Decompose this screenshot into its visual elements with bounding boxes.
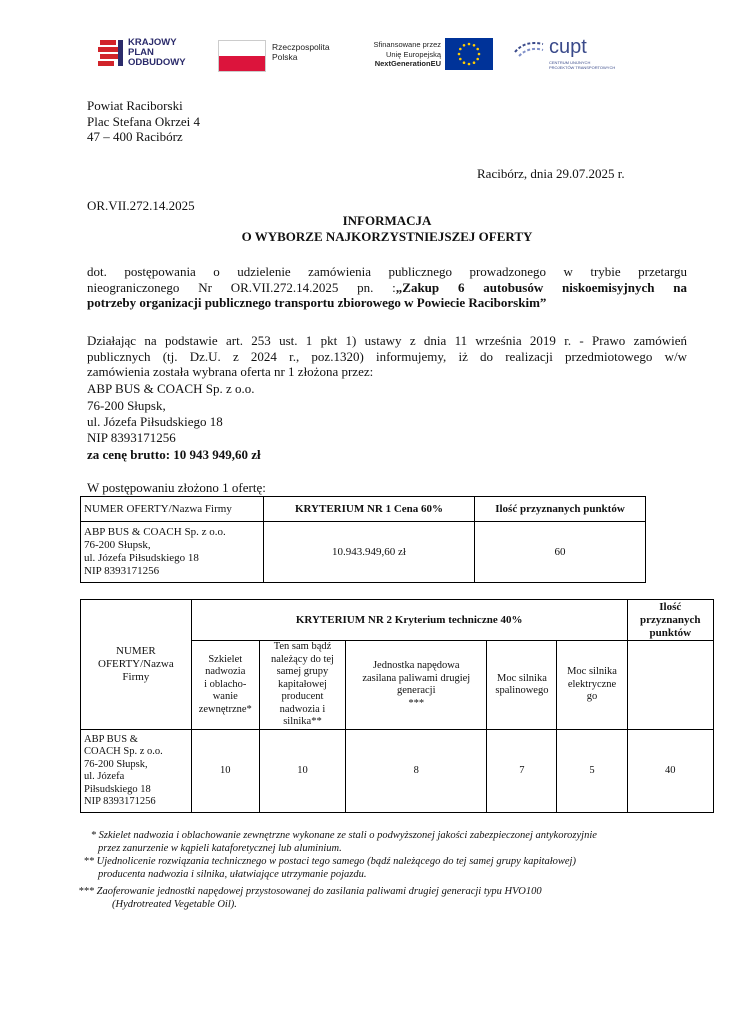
winner-block — [87, 381, 261, 463]
price-criterion-table — [80, 496, 646, 583]
score-cell: 10 — [259, 730, 345, 813]
document-subtitle: O WYBORZE NAJKORZYSTNIEJSZEJ OFERTY — [241, 229, 533, 244]
intro-line: nieograniczonego Nr OR.VII.272.14.2025 pn. :„Zakup 6 autobusów niskoemisyjnych na — [87, 279, 687, 295]
table-header-cell: NUMER OFERTY/Nazwa Firmy — [81, 497, 264, 522]
table-header-cell: Moc silnika spalinowego — [487, 641, 557, 730]
kpo-logo-text: KRAJOWY PLAN ODBUDOWY — [128, 37, 186, 68]
table-header-cell: Ilość przyznanych punktów — [627, 600, 713, 641]
intro-line: potrzeby organizacji publicznego transportu zbiorowego w Powiecie Raciborskim” — [87, 295, 547, 310]
table-row — [81, 522, 646, 583]
offers-note: W postępowaniu złożono 1 ofertę: — [87, 480, 266, 495]
footnote: *** Zaoferowanie jednostki napędowej przystosowanej do zasilania paliwami drugiej generacji typu HVO100 (Hydrotreated Vegetable Oil). — [78, 886, 542, 910]
winner-line: ul. Józefa Piłsudskiego 18 — [87, 414, 223, 429]
table-header-cell — [627, 641, 713, 730]
table-header-cell: Ten sam bądź należący do tej samej grupy kapitałowej producent nadwozia i silnika** — [259, 641, 345, 730]
kpo-bars-icon — [98, 38, 124, 70]
firm-cell: ABP BUS & COACH Sp. z o.o. 76-200 Słupsk, ul. Józefa Piłsudskiego 18 NIP 8393171256 — [81, 730, 192, 813]
table-header-cell: Szkielet nadwozia i oblacho- wanie zewnętrzne* — [191, 641, 259, 730]
reference-number: OR.VII.272.14.2025 — [87, 198, 195, 213]
score-cell: 7 — [487, 730, 557, 813]
address-line: 47 – 400 Racibórz — [87, 129, 183, 144]
document-title: INFORMACJA — [342, 213, 432, 228]
technical-criterion-table — [80, 599, 714, 813]
winner-line: NIP 8393171256 — [87, 429, 176, 445]
table-header-cell: Jednostka napędowa zasilana paliwami drugiej generacji *** — [346, 641, 487, 730]
score-cell: 10 — [191, 730, 259, 813]
winner-line: 76-200 Słupsk, — [87, 397, 166, 413]
body-line: publicznych (tj. Dz.U. z 2024 r., poz.1320) informujemy, iż do realizacji przedmiotowego w/w — [87, 348, 687, 364]
score-cell: 5 — [557, 730, 627, 813]
firm-cell: ABP BUS & COACH Sp. z o.o. 76-200 Słupsk, ul. Józefa Piłsudskiego 18 NIP 8393171256 — [81, 522, 264, 583]
body-paragraph — [87, 333, 687, 380]
table-header-cell: NUMER OFERTY/Nazwa Firmy — [81, 600, 192, 730]
rp-logo-text: Rzeczpospolita Polska — [272, 42, 330, 62]
table-header-row — [81, 600, 714, 641]
total-points-cell: 40 — [627, 730, 713, 813]
table-header-cell: Moc silnika elektryczne go — [557, 641, 627, 730]
address-block — [87, 98, 200, 145]
winner-price: za cenę brutto: 10 943 949,60 zł — [87, 447, 261, 462]
winner-line: ABP BUS & COACH Sp. z o.o. — [87, 381, 255, 396]
cupt-logo-subtext: CENTRUM UNIJNYCH PROJEKTÓW TRANSPORTOWYCH — [549, 60, 616, 70]
address-line: Powiat Raciborski — [87, 98, 183, 113]
score-cell: 8 — [346, 730, 487, 813]
intro-paragraph — [87, 264, 687, 311]
points-cell: 60 — [475, 522, 646, 583]
footnote: ** Ujednolicenie rozwiązania technicznego w postaci tego samego (bądź należącego do tej samej grupy kapitałowej) producenta nadwozia i silnika, ułatwiające utrzymanie pojazdu. — [83, 856, 576, 880]
intro-line: dot. postępowania o udzielenie zamówienia publicznego prowadzonego w trybie przetargu — [87, 264, 687, 279]
eu-logo-text: Sfinansowane przez Unię Europejską NextGenerationEU — [373, 40, 441, 68]
document-date: Racibórz, dnia 29.07.2025 r. — [477, 166, 625, 181]
logo-bar — [0, 30, 730, 80]
table-header-row — [81, 497, 646, 522]
cupt-logo-text: cupt — [549, 36, 587, 58]
footnote: * Szkielet nadwozia i oblachowanie zewnętrzne wykonane ze stali o podwyższonej jakości zabezpieczonej antykorozyjnie przez zanurzenie w kąpieli kataforetycznej lub aluminium. — [90, 830, 597, 854]
eu-flag-icon — [445, 38, 493, 70]
cupt-swoosh-icon — [513, 38, 545, 60]
body-line: zamówienia została wybrana oferta nr 1 złożona przez: — [87, 364, 374, 379]
table-header-cell: KRYTERIUM NR 2 Kryterium techniczne 40% — [191, 600, 627, 641]
polish-flag-icon — [218, 40, 266, 72]
table-header-cell: Ilość przyznanych punktów — [475, 497, 646, 522]
body-line: Działając na podstawie art. 253 ust. 1 pkt 1) ustawy z dnia 11 września 2019 r. - Prawo zamówień — [87, 333, 687, 348]
price-cell: 10.943.949,60 zł — [264, 522, 475, 583]
table-row — [81, 730, 714, 813]
address-line: Plac Stefana Okrzei 4 — [87, 113, 200, 129]
table-header-cell: KRYTERIUM NR 1 Cena 60% — [264, 497, 475, 522]
